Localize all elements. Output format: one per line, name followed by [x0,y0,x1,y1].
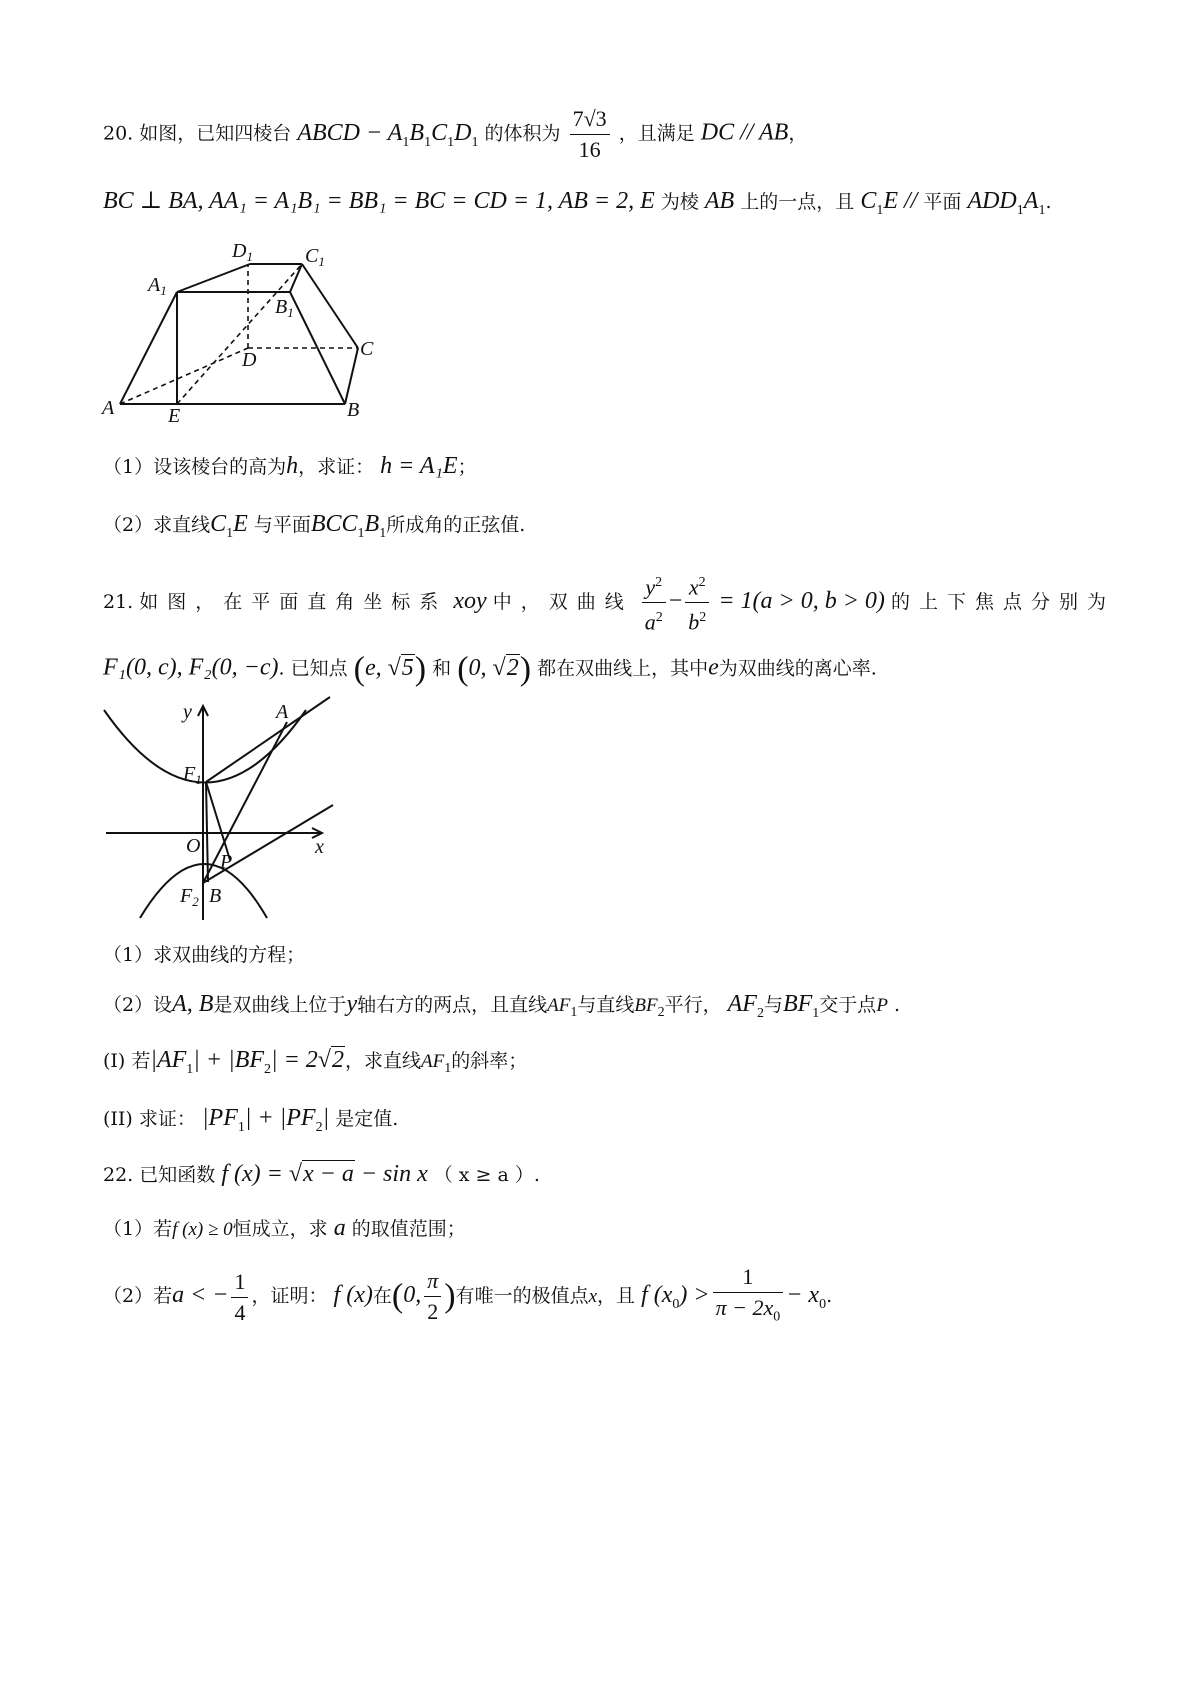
q20-satisfy: ，且满足 [618,122,695,145]
q21-intro: 如图，在平面直角坐标系 [139,590,448,613]
q22-part2-and: ，且 [597,1285,636,1308]
q20-cond-text1: 为棱 [660,191,699,213]
q22-part2-end: . [826,1285,833,1308]
label-C1: $C_1$ [305,245,325,269]
q22-part2-mid: ，证明： [251,1285,328,1308]
q22-function: f (x) = √x − a − sin x [221,1161,428,1187]
q21-point1: (e, √5) [353,650,427,687]
q21-part2-f: 交于点 [819,994,877,1016]
q21-part2-b: 轴右方的两点，且直线 [357,994,548,1016]
label-F2: $F_2$ [180,885,199,909]
q20-part2-end: 所成角的正弦值. [386,514,526,536]
q20-part1 [103,452,1200,480]
q22-interval: (0, $\frac{\pi}{2}$ ) [391,1268,456,1325]
q21-sub1-mid: ，求直线 [344,1050,421,1072]
q21-tail1: 的上下焦点分别为 [890,590,1115,613]
label-A-hyp: A [276,701,289,723]
q21-part1: （1）求双曲线的方程； [103,944,306,966]
q21-part2: （2）设A, B是双曲线上位于y轴右方的两点，且直线$AF_1$与直线$BF_2$平行， $AF_2$与$BF_1$交于点P . [103,991,901,1021]
label-A1: $A_1$ [148,274,167,298]
q20-cond-text2: 上的一点，且 [740,191,855,213]
frustum-figure [95,235,415,430]
q21-sub1-expr: $|AF_1| + |BF_2| = 2√2$ [150,1047,344,1077]
q21-mid1: 中，双曲线 [492,590,633,613]
q22-part1-prefix: （1）若 [103,1218,173,1240]
q20-edge-ab: AB [704,188,735,214]
q21-sub2-prefix: (II) 求证： [103,1108,196,1130]
q21-ecc: 为双曲线的离心率. [718,657,877,680]
label-B: B [347,399,360,421]
q21-coord: xoy [453,587,487,614]
q22-part1: （1）若f (x) ≥ 0恒成立，求 a 的取值范围； [103,1215,466,1241]
q20-volume-num: 7√3 [570,104,610,135]
q21-known: . 已知点 [278,657,348,680]
q21-sub2-expr: $|PF_1| + |PF_2|$ [201,1105,330,1135]
q21-sub1: (I) 若$|AF_1| + |BF_2| = 2√2$，求直线$AF_1$的斜率； [103,1047,528,1077]
q20-volume-fraction [570,104,610,165]
label-P: P [220,851,233,873]
label-E: E [168,405,181,427]
q20-plane: $ADD_1A_1$ [967,188,1046,218]
q21-frac-y: $\frac{y^2}{a^2}$ [642,568,666,638]
q20-line2: BC ⊥ BA, AA₁ = A₁B₁ = BB₁ = BC = CD = 1, AB = 2, E 为棱 AB 上的一点，且 $C_1E$ // 平面 $ADD_1A_1$. [103,188,1052,218]
q21-sub2-end: 是定值. [335,1108,399,1130]
q22-part2-prefix: （2）若 [103,1285,173,1308]
q22-cond: （ x ≥ a ）. [433,1164,540,1186]
q20-c1e-parallel: $C_1E$ // [860,188,918,218]
q20-plane-bcc1b1: $BCC_1B_1$ [310,511,387,541]
q22-frac-quarter: $\frac{1}{4}$ [231,1267,248,1328]
q22-part1-end: 的取值范围； [351,1218,466,1240]
q21-part2-d: 平行， [664,994,722,1016]
q20-parallel: DC // AB [700,119,789,146]
label-O: O [186,835,201,857]
q20-part2-mid: 与平面 [253,514,311,536]
q20-line1: 20. 如图，已知四棱台 ABCD − $A_1B_1C_1D_1$ 的体积为 $\frac{7√3}{16}$ ，且满足 DC // AB， [103,104,1200,165]
label-C: C [360,338,374,360]
label-D: D [242,349,257,371]
q21-foci: F₁(0, c), F₂(0, −c) [103,654,279,681]
q20-cond-text3: 平面 [923,191,962,213]
q22-frac-ineq: $\frac{1}{\pi - 2x_0}$ [713,1262,784,1332]
q20-part1-end: ； [457,456,477,478]
q21-frac-x: $\frac{x^2}{b^2}$ [685,568,709,638]
q20-part2-prefix: （2）求直线 [103,514,211,536]
q21-sub2 [103,1104,1200,1136]
q21-number: 21. [103,590,134,613]
q22-part2-in: 在 [372,1285,392,1308]
q22-part1-mid: 恒成立，求 [232,1218,328,1240]
label-D1: $D_1$ [232,240,253,264]
q20-h: h [286,453,299,479]
q20-conditions: BC ⊥ BA, AA₁ = A₁B₁ = BB₁ = BC = CD = 1, AB = 2, E [103,188,655,214]
q21-part2-c: 与直线 [577,994,635,1016]
q22-line1 [103,1160,1200,1188]
label-x: x [315,836,324,858]
q21-part2-prefix: （2）设 [103,994,173,1016]
q21-and: 和 [432,657,452,680]
label-A: A [102,397,115,419]
q20-volume-label: 的体积为 [484,122,561,145]
q22-number: 22. [103,1164,134,1186]
label-F1: $F_1$ [183,763,202,787]
q21-line1: 21. 如图，在平面直角坐标系 xoy 中，双曲线 $\frac{y^2}{a^2}$ − $\frac{x^2}{b^2}$ = 1(a > 0, b > 0) 的上下焦点分别为 [103,568,1200,638]
q22-inequality: f $(x_0)$ > [641,1282,710,1312]
label-B1: $B_1$ [275,296,294,320]
q20-part1-mid: ，求证： [298,456,375,478]
q21-sub1-end: 的斜率； [451,1050,528,1072]
label-y: y [183,701,192,723]
q20-part1-expr: h = A₁E [380,453,458,479]
q22-intro: 已知函数 [139,1164,216,1186]
q20-line-c1e: $C_1E$ [210,511,248,541]
q20-intro: 如图，已知四棱台 [139,122,292,145]
q21-part2-a: 是双曲线上位于 [213,994,347,1016]
q21-sub1-prefix: (I) 若 [103,1050,151,1072]
q20-number: 20. [103,122,134,145]
q21-point2: (0, √2) [457,650,532,687]
q20-volume-den: 16 [578,137,601,162]
q21-on-curve: 都在双曲线上，其中 [537,657,709,680]
q21-line2 [103,650,1200,688]
q20-solid: ABCD − $A_1B_1C_1D_1$ [297,119,479,150]
hyperbola-figure [100,695,340,925]
q21-e: e [708,654,719,681]
q20-part1-prefix: （1）设该棱台的高为 [103,456,287,478]
label-B-hyp: B [209,885,222,907]
q21-part2-e: 与 [763,994,783,1016]
q21-eq-rhs: = 1(a > 0, b > 0) [718,587,885,614]
q22-part2: （2）若a < − $\frac{1}{4}$ ，证明： f (x)在(0, $\frac{\pi}{2}$ )有唯一的极值点x，且 f $(x_0)$ > $\frac{1}{\pi - 2x_0}$ − $x_0$. [103,1262,1200,1332]
q20-part2 [103,510,1200,542]
q22-part2-unique: 有唯一的极值点 [455,1285,589,1308]
